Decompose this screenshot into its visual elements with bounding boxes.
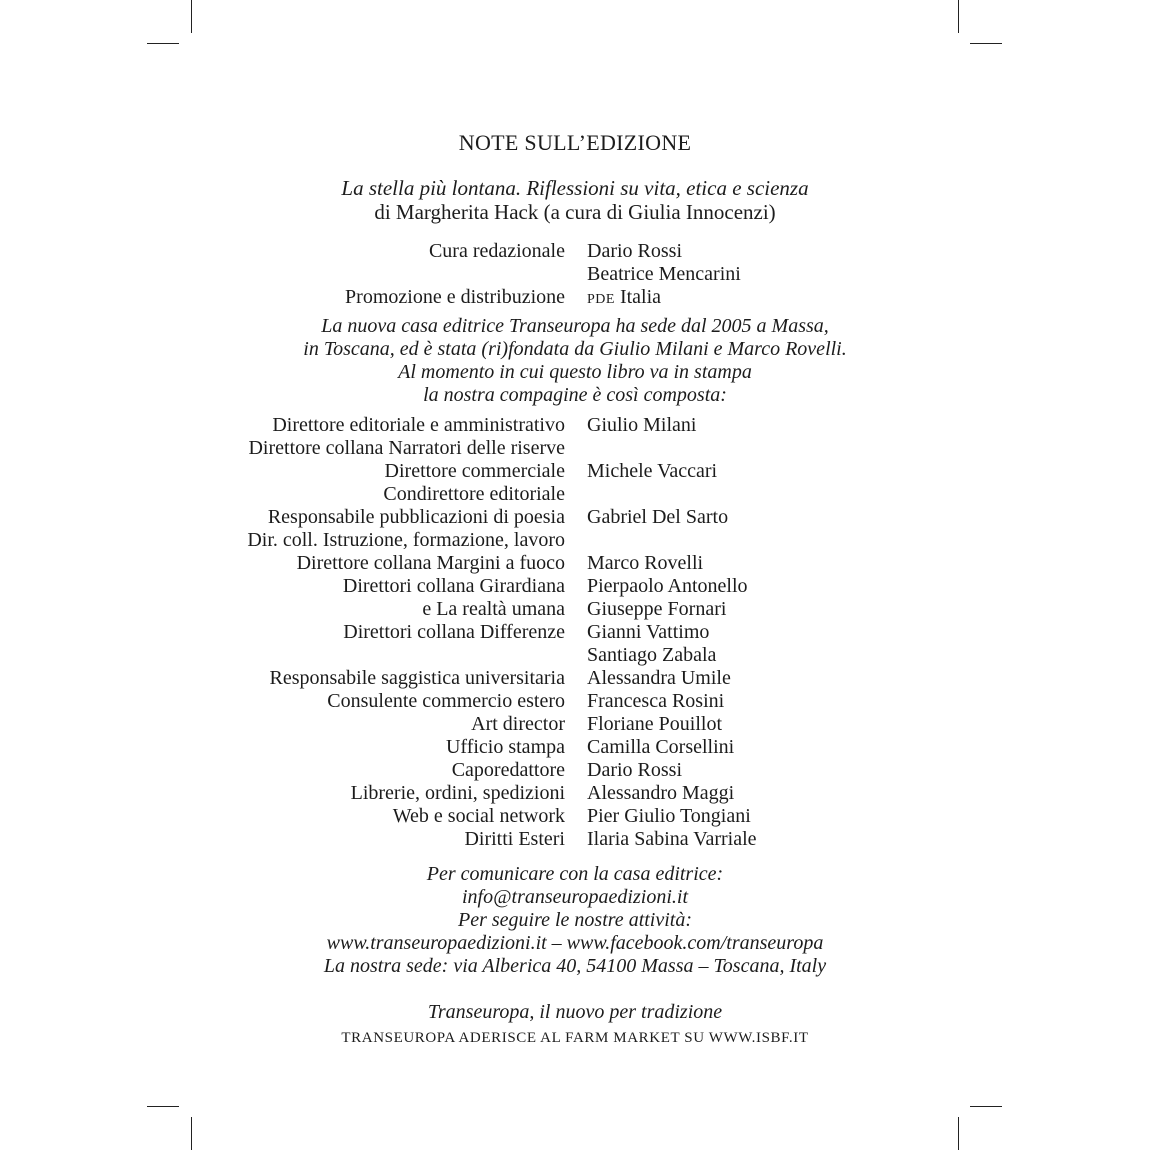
staff-row (0, 575, 1150, 598)
crop-mark (970, 1106, 1002, 1107)
staff-row (0, 483, 1150, 506)
staff-row (0, 414, 1150, 437)
credit-row (0, 240, 1150, 263)
intro-line: la nostra compagine è così composta: (423, 384, 727, 406)
staff-row (0, 437, 1150, 460)
staff-role: Web e social network (392, 805, 565, 827)
staff-role: e La realtà umana (422, 598, 565, 620)
staff-row (0, 460, 1150, 483)
intro-line: La nuova casa editrice Transeuropa ha sede dal 2005 a Massa, (321, 315, 829, 337)
staff-role: Responsabile saggistica universitaria (269, 667, 565, 689)
staff-row (0, 598, 1150, 621)
staff-name: Alessandra Umile (587, 667, 731, 689)
staff-row (0, 805, 1150, 828)
crop-mark (958, 1117, 959, 1150)
staff-role: Librerie, ordini, spedizioni (350, 782, 565, 804)
staff-name: Gabriel Del Sarto (587, 506, 729, 528)
staff-row (0, 782, 1150, 805)
staff-row (0, 552, 1150, 575)
promotion-value (587, 286, 661, 311)
staff-name: Marco Rovelli (587, 552, 704, 574)
staff-name: Giuseppe Fornari (587, 598, 727, 620)
crop-mark (970, 43, 1002, 44)
crop-mark (191, 1117, 192, 1150)
credit-value: Beatrice Mencarini (587, 263, 741, 285)
email-link[interactable]: info@transeuropaedizioni.it (462, 886, 688, 908)
staff-name: Pier Giulio Tongiani (587, 805, 751, 827)
credit-value: Dario Rossi (587, 240, 682, 262)
credit-label: Cura redazionale (428, 240, 565, 262)
contact-line: Per comunicare con la casa editrice: (426, 863, 724, 885)
staff-row (0, 529, 1150, 552)
staff-role: Caporedattore (451, 759, 565, 781)
staff-row (0, 759, 1150, 782)
promotion-label: Promozione e distribuzione (345, 286, 565, 308)
page-title: NOTE SULL’EDIZIONE (458, 130, 692, 155)
staff-role: Direttori collana Girardiana (342, 575, 565, 597)
staff-role: Diritti Esteri (464, 828, 565, 850)
staff-name: Camilla Corsellini (587, 736, 735, 758)
staff-row (0, 621, 1150, 644)
farm-market-note: TRANSEUROPA ADERISCE AL FARM MARKET SU WWW.ISBF.IT (341, 1030, 809, 1046)
website-links[interactable]: www.transeuropaedizioni.it – www.facebook.com/transeuropa (326, 932, 824, 954)
staff-role: Dir. coll. Istruzione, formazione, lavoro (247, 529, 565, 551)
staff-name: Michele Vaccari (587, 460, 718, 482)
staff-name: Pierpaolo Antonello (587, 575, 748, 597)
staff-role: Direttore commerciale (384, 460, 565, 482)
crop-mark (191, 0, 192, 33)
staff-role: Condirettore editoriale (383, 483, 565, 505)
promotion-row (0, 286, 1150, 309)
credit-row (0, 263, 1150, 286)
staff-role: Direttore collana Narratori delle riserve (248, 437, 565, 459)
staff-name: Floriane Pouillot (587, 713, 722, 735)
staff-name: Francesca Rosini (587, 690, 725, 712)
staff-name: Dario Rossi (587, 759, 682, 781)
crop-mark (147, 43, 179, 44)
staff-row (0, 713, 1150, 736)
staff-row (0, 690, 1150, 713)
staff-name: Gianni Vattimo (587, 621, 710, 643)
intro-line: in Toscana, ed è stata (ri)fondata da Giulio Milani e Marco Rovelli. (303, 338, 847, 360)
staff-row (0, 736, 1150, 759)
staff-name: Giulio Milani (587, 414, 697, 436)
promotion-country: Italia (619, 286, 662, 308)
book-author: di Margherita Hack (a cura di Giulia Innocenzi) (374, 200, 776, 224)
staff-role: Direttore editoriale e amministrativo (272, 414, 565, 436)
staff-name: Alessandro Maggi (587, 782, 735, 804)
staff-name: Santiago Zabala (587, 644, 717, 666)
staff-row (0, 644, 1150, 667)
crop-mark (147, 1106, 179, 1107)
staff-role: Responsabile pubblicazioni di poesia (267, 506, 565, 528)
crop-mark (958, 0, 959, 33)
intro-line: Al momento in cui questo libro va in stampa (398, 361, 752, 383)
staff-row (0, 828, 1150, 851)
motto: Transeuropa, il nuovo per tradizione (427, 1001, 723, 1023)
address-line: La nostra sede: via Alberica 40, 54100 Massa – Toscana, Italy (323, 955, 827, 977)
staff-role: Art director (471, 713, 565, 735)
staff-role: Consulente commercio estero (327, 690, 565, 712)
promotion-prefix: PDE (587, 292, 615, 307)
staff-row (0, 506, 1150, 529)
contact-line: Per seguire le nostre attività: (457, 909, 693, 931)
staff-role: Direttore collana Margini a fuoco (296, 552, 565, 574)
staff-role: Direttori collana Differenze (343, 621, 565, 643)
book-title: La stella più lontana. Riflessioni su vita, etica e scienza (341, 176, 809, 200)
staff-row (0, 667, 1150, 690)
staff-name: Ilaria Sabina Varriale (587, 828, 757, 850)
staff-role: Ufficio stampa (445, 736, 565, 758)
